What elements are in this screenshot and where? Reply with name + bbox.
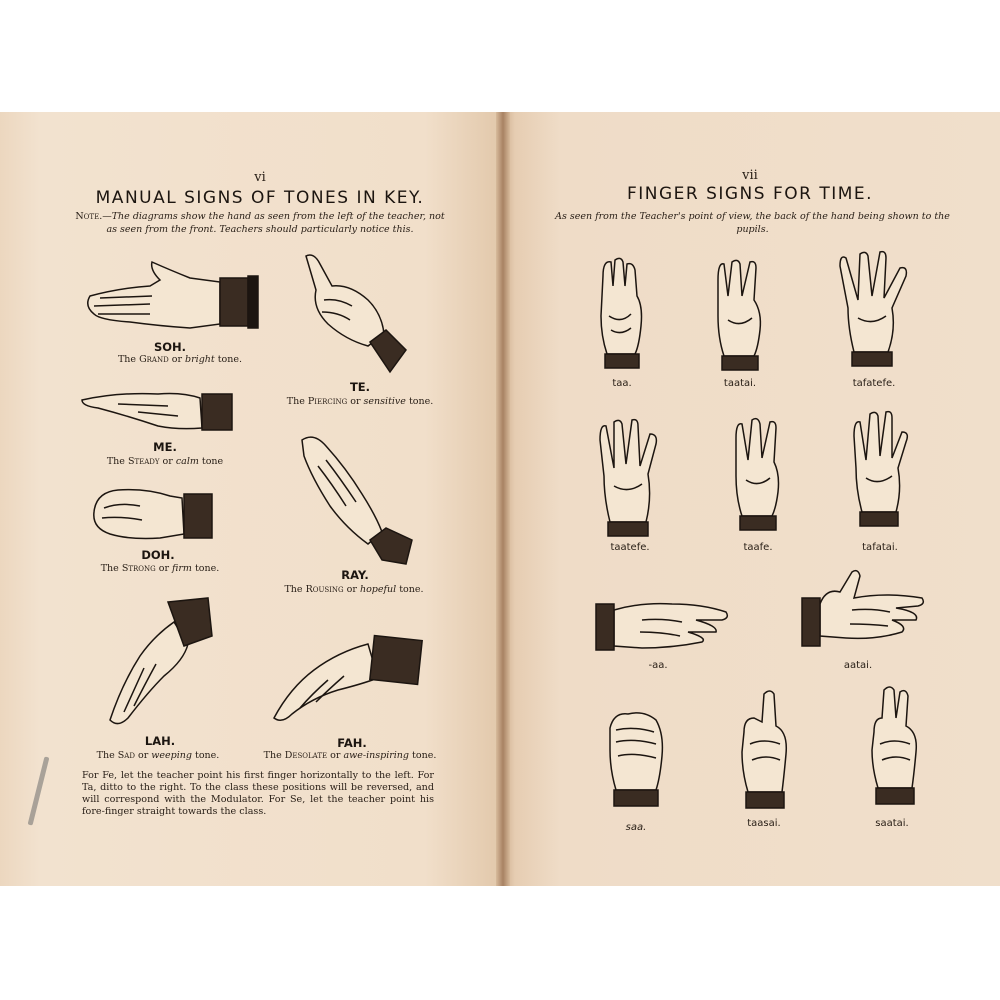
aatai-label: aatai. xyxy=(843,660,873,671)
lah-syllable: LAH. xyxy=(144,734,176,748)
fah-hand-icon xyxy=(268,632,432,724)
taatai-hand-icon xyxy=(712,256,768,374)
saatai-hand-icon xyxy=(866,684,924,808)
-aa-hand-icon xyxy=(592,596,732,654)
aatai-hand-icon xyxy=(796,568,928,652)
taa-label: taa. xyxy=(612,378,632,389)
note-label: Note.— xyxy=(75,211,112,222)
taafe-label: taafe. xyxy=(743,542,773,553)
saatai-label: saatai. xyxy=(875,818,909,829)
me-caption: The Steady or calm tone xyxy=(106,456,224,467)
soh-caption: The Grand or bright tone. xyxy=(117,354,243,365)
ray-hand-icon xyxy=(296,432,416,566)
lah-hand-icon xyxy=(104,596,216,730)
taasai-hand-icon xyxy=(736,688,794,812)
book-gutter xyxy=(496,112,510,886)
right-note: As seen from the Teacher's point of view, the back of the hand being shown to the pupils. xyxy=(555,211,950,235)
doh-hand-icon xyxy=(90,482,218,544)
me-syllable: ME. xyxy=(153,440,177,454)
tafatefe-label: tafatefe. xyxy=(852,378,896,389)
taafe-hand-icon xyxy=(730,414,786,534)
-aa-label: -aa. xyxy=(648,660,668,671)
soh-hand-icon xyxy=(80,248,265,338)
taatefe-hand-icon xyxy=(596,414,660,540)
tafatefe-hand-icon xyxy=(836,248,912,372)
ray-caption: The Rousing or hopeful tone. xyxy=(284,584,424,595)
fah-syllable: FAH. xyxy=(337,736,367,750)
taatai-label: taatai. xyxy=(723,378,757,389)
right-folio: vii xyxy=(742,168,758,183)
tafatai-label: tafatai. xyxy=(862,542,898,553)
te-hand-icon xyxy=(298,250,418,378)
note-text: The diagrams show the hand as seen from the left of the teacher, not as seen from the front. Teachers should particularly notice this. xyxy=(106,211,445,235)
right-page-title: FINGER SIGNS FOR TIME. xyxy=(626,184,874,204)
taasai-label: taasai. xyxy=(747,818,781,829)
left-folio: vi xyxy=(254,170,266,185)
te-syllable: TE. xyxy=(349,380,371,394)
doh-caption: The Strong or firm tone. xyxy=(100,563,220,574)
doh-syllable: DOH. xyxy=(141,548,175,562)
left-body-paragraph: For Fe, let the teacher point his first finger horizontally to the left. For Ta, ditto to the right. To the class these positions will be reversed, and will correspond with the Modulator. For Se, let the teacher point his fore-finger straight towards the class. xyxy=(82,770,434,817)
tafatai-hand-icon xyxy=(848,406,910,530)
left-page-title: MANUAL SIGNS OF TONES IN KEY. xyxy=(95,188,425,208)
lah-caption: The Sad or weeping tone. xyxy=(96,750,220,761)
taa-hand-icon xyxy=(595,256,647,374)
saa-hand-icon xyxy=(604,706,668,810)
te-caption: The Piercing or sensitive tone. xyxy=(286,396,434,407)
left-note xyxy=(70,210,450,236)
saa-label: saa. xyxy=(625,822,647,833)
me-hand-icon xyxy=(78,384,238,438)
fah-caption: The Desolate or awe-inspiring tone. xyxy=(263,750,437,761)
soh-syllable: SOH. xyxy=(153,340,187,354)
taatefe-label: taatefe. xyxy=(610,542,650,553)
ray-syllable: RAY. xyxy=(341,568,369,582)
